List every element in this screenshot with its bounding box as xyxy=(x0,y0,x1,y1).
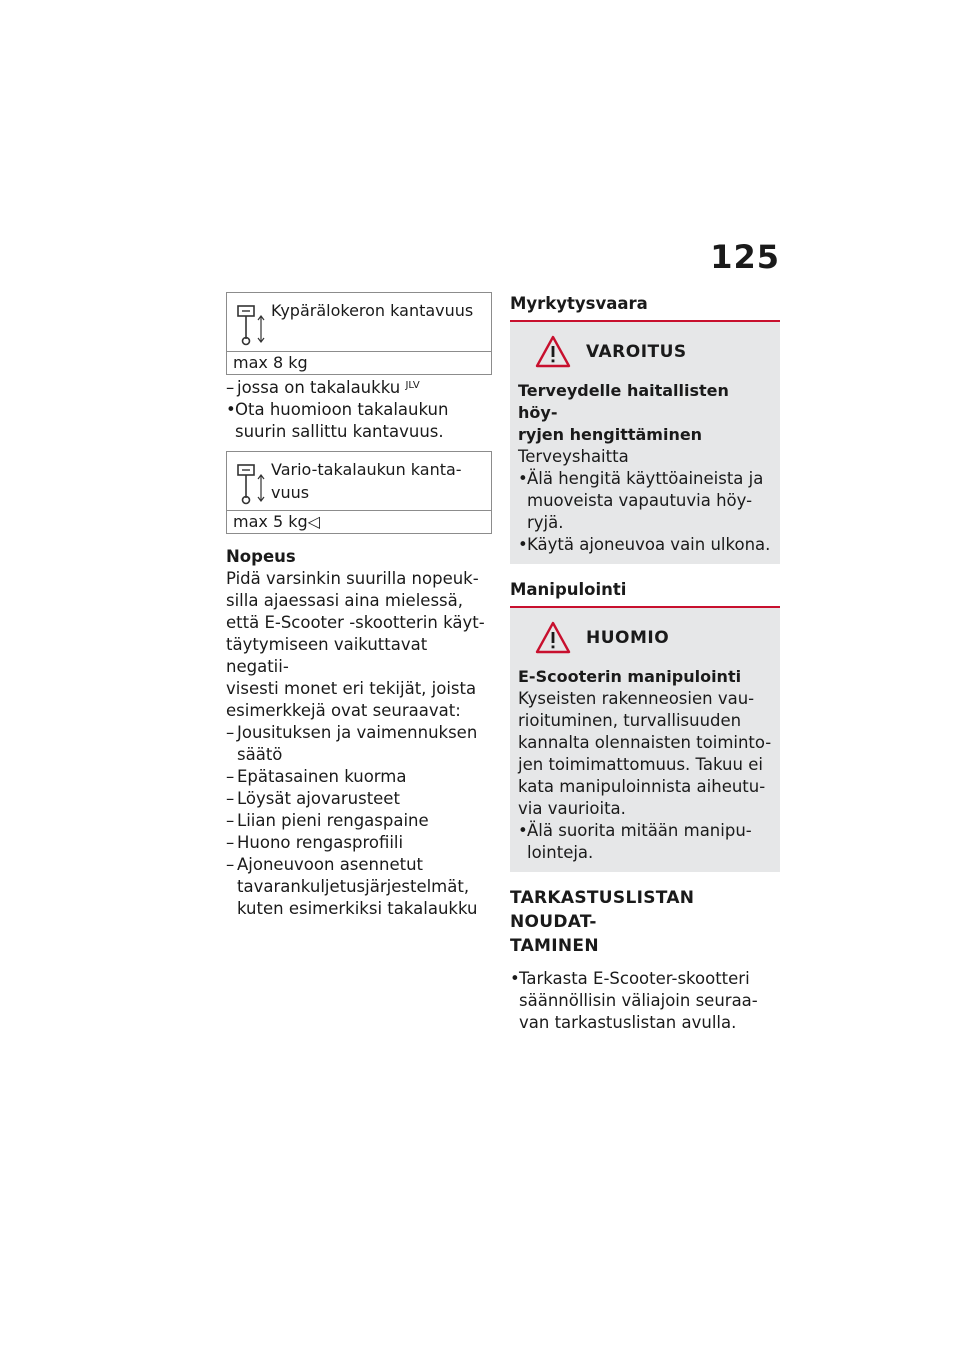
signal-word: HUOMIO xyxy=(586,628,670,648)
superscript-mark: JLV xyxy=(405,380,420,391)
list-item: – Huono rengasprofiili xyxy=(226,832,492,854)
right-column xyxy=(510,292,780,1034)
spec-label: Kypärälokeron kantavuus xyxy=(271,301,474,320)
list-item: • Käytä ajoneuvoa vain ulkona. xyxy=(518,535,771,554)
paragraph-line: Kyseisten rakenneosien vau- xyxy=(518,689,755,708)
spec-table-header xyxy=(227,293,491,352)
notice-box xyxy=(510,608,780,872)
list-item: • Ota huomioon takalaukun suurin sallittu kantavuus. xyxy=(226,399,492,443)
section-subheading: Nopeus xyxy=(226,547,296,566)
warning-title: ryjen hengittäminen xyxy=(518,425,703,444)
list-item-text: Epätasainen kuorma xyxy=(237,767,407,786)
spec-label-line: Vario-takalaukun kanta- xyxy=(271,460,462,479)
list-item-text: Tarkasta E-Scooter-skootteri säännöllisin väliajoin seuraa- van tarkastuslistan avulla. xyxy=(519,969,758,1032)
list-item-text: Liian pieni rengaspaine xyxy=(237,811,429,830)
paragraph-line: rioituminen, turvallisuuden xyxy=(518,711,742,730)
paragraph-line: esimerkkejä ovat seuraavat: xyxy=(226,701,461,720)
list-item-text: Löysät ajovarusteet xyxy=(237,789,400,808)
list-item-text: Käytä ajoneuvoa vain ulkona. xyxy=(527,535,771,554)
list-item: – Ajoneuvoon asennetut tavarankuljetusjärjestelmät, kuten esimerkiksi takalaukku xyxy=(226,854,492,920)
warning-triangle-icon xyxy=(534,620,572,656)
paragraph-line: silla ajaessasi aina mielessä, xyxy=(226,591,463,610)
list-item-text: Älä suorita mitään manipu- lointeja. xyxy=(527,821,752,862)
paragraph-line: kannalta olennaisten toiminto- xyxy=(518,733,772,752)
checklist-heading-line: TAMINEN xyxy=(510,936,599,956)
spec-value: max 8 kg xyxy=(233,353,308,372)
paragraph-line: via vaurioita. xyxy=(518,799,626,818)
paragraph-line: Pidä varsinkin suurilla nopeuk- xyxy=(226,569,479,588)
spec-table-header xyxy=(227,452,491,511)
notice-title: E-Scooterin manipulointi xyxy=(518,667,742,686)
spec-value: max 5 kg◁ xyxy=(233,512,320,531)
weight-icon xyxy=(235,462,267,506)
paragraph-line: täytymiseen vaikuttavat negatii- xyxy=(226,635,428,676)
list-item-text: Huono rengasprofiili xyxy=(237,833,404,852)
spec-table-helmet-compartment xyxy=(226,292,492,375)
list-item: – jossa on takalaukku $^{JLV}$ xyxy=(226,378,420,397)
paragraph-line: että E-Scooter -skootterin käyt- xyxy=(226,613,485,632)
list-item-text: Älä hengitä käyttöaineista ja muoveista vapautuvia höy- ryjä. xyxy=(527,469,764,532)
page-number: 125 xyxy=(710,238,780,276)
section-heading-manipulation: Manipulointi xyxy=(510,578,780,608)
list-item: – Liian pieni rengaspaine xyxy=(226,810,492,832)
list-item: – Jousituksen ja vaimennuksen säätö xyxy=(226,722,492,766)
hazard-text: Terveyshaitta xyxy=(518,447,629,466)
spec-label xyxy=(267,458,462,504)
paragraph-line: kata manipuloinnista aiheutu- xyxy=(518,777,766,796)
warning-title: Terveydelle haitallisten höy- xyxy=(518,381,729,422)
signal-word: VAROITUS xyxy=(586,342,687,362)
list-item: • Älä suorita mitään manipu- lointeja. xyxy=(518,820,772,864)
list-item-text: Jousituksen ja vaimennuksen säätö xyxy=(237,723,478,764)
list-item-text: Ota huomioon takalaukun suurin sallittu kantavuus. xyxy=(235,400,449,441)
speed-section xyxy=(226,546,492,920)
list-item: – Löysät ajovarusteet xyxy=(226,788,492,810)
notice-header xyxy=(534,618,772,658)
warning-triangle-icon xyxy=(534,334,572,370)
section-heading-poison: Myrkytysvaara xyxy=(510,292,780,322)
warning-header xyxy=(534,332,772,372)
checklist-heading xyxy=(510,886,780,958)
paragraph-line: jen toimimattomuus. Takuu ei xyxy=(518,755,763,774)
warning-box xyxy=(510,322,780,564)
weight-icon xyxy=(235,303,267,347)
spec-table-vario-case xyxy=(226,451,492,534)
list-item: • Tarkasta E-Scooter-skootteri säännöllisin väliajoin seuraa- van tarkastuslistan avulla. xyxy=(510,968,780,1034)
list-item-text: jossa on takalaukku xyxy=(237,378,401,397)
left-column xyxy=(226,292,492,920)
paragraph-line: visesti monet eri tekijät, joista xyxy=(226,679,477,698)
list-item-text: Ajoneuvoon asennetut tavarankuljetusjärjestelmät, kuten esimerkiksi takalaukku xyxy=(237,855,478,918)
checklist-heading-line: TARKASTUSLISTAN NOUDAT- xyxy=(510,888,695,932)
spec-label-line: vuus xyxy=(271,483,310,502)
list-item: – Epätasainen kuorma xyxy=(226,766,492,788)
list-item: • Älä hengitä käyttöaineista ja muoveista vapautuvia höy- ryjä. xyxy=(518,468,772,534)
